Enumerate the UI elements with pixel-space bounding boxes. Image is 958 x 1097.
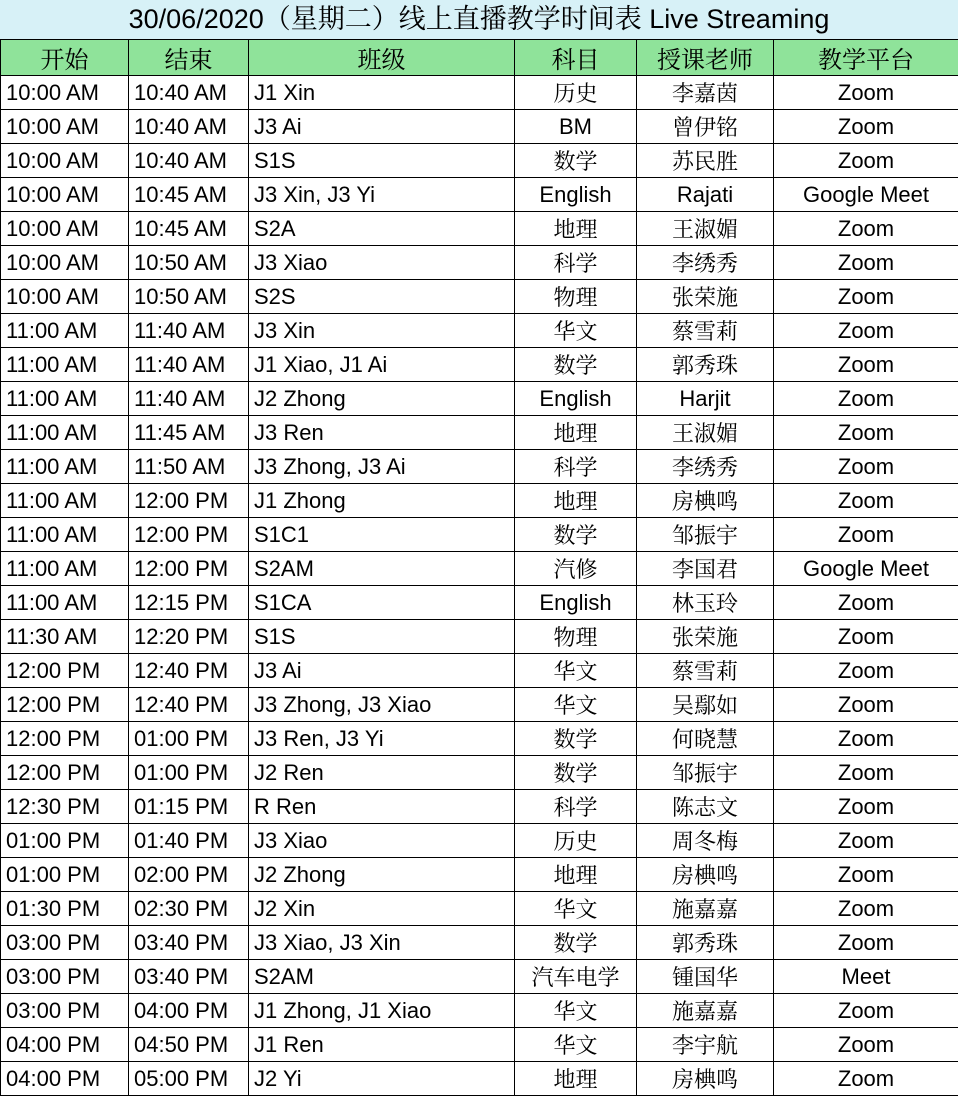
teacher-cell: 李国君 [637,552,774,586]
subject-cell: English [515,586,637,620]
end-time-cell: 11:50 AM [129,450,249,484]
col-header-platform: 教学平台 [774,40,958,76]
table-row [1,110,958,144]
teacher-cell: 房椣鸣 [637,484,774,518]
table-row [1,246,958,280]
subject-cell: 科学 [515,790,637,824]
platform-cell: Zoom [774,994,958,1028]
teacher-cell: 邹振宇 [637,518,774,552]
teacher-cell: 李绣秀 [637,450,774,484]
page-title: 30/06/2020（星期二）线上直播教学时间表 Live Streaming [0,0,958,39]
platform-cell: Zoom [774,790,958,824]
table-row [1,314,958,348]
teacher-cell: 李宇航 [637,1028,774,1062]
class-cell: S2AM [249,552,515,586]
header-row [1,40,958,76]
table-row [1,1062,958,1096]
class-cell: J2 Zhong [249,858,515,892]
subject-cell: 数学 [515,144,637,178]
class-cell: J3 Ai [249,654,515,688]
table-row [1,960,958,994]
class-cell: J3 Xiao, J3 Xin [249,926,515,960]
teacher-cell: 蔡雪莉 [637,654,774,688]
class-cell: J1 Zhong [249,484,515,518]
start-time-cell: 11:00 AM [1,552,129,586]
table-row [1,484,958,518]
start-time-cell: 11:00 AM [1,348,129,382]
start-time-cell: 10:00 AM [1,76,129,110]
platform-cell: Zoom [774,110,958,144]
class-cell: S2A [249,212,515,246]
subject-cell: English [515,178,637,212]
start-time-cell: 01:30 PM [1,892,129,926]
end-time-cell: 12:00 PM [129,518,249,552]
teacher-cell: 曾伊铭 [637,110,774,144]
class-cell: J3 Xiao [249,824,515,858]
teacher-cell: 陈志文 [637,790,774,824]
teacher-cell: 李嘉茵 [637,76,774,110]
table-body [1,76,958,1096]
class-cell: J3 Ren [249,416,515,450]
class-cell: J3 Xiao [249,246,515,280]
teacher-cell: 张荣施 [637,620,774,654]
teacher-cell: 施嘉嘉 [637,994,774,1028]
end-time-cell: 10:40 AM [129,144,249,178]
table-row [1,654,958,688]
end-time-cell: 10:45 AM [129,212,249,246]
platform-cell: Zoom [774,416,958,450]
start-time-cell: 11:00 AM [1,484,129,518]
subject-cell: 数学 [515,348,637,382]
table-row [1,790,958,824]
start-time-cell: 11:00 AM [1,314,129,348]
start-time-cell: 10:00 AM [1,212,129,246]
table-row [1,144,958,178]
class-cell: S1S [249,620,515,654]
class-cell: J3 Ren, J3 Yi [249,722,515,756]
table-row [1,926,958,960]
end-time-cell: 12:40 PM [129,688,249,722]
start-time-cell: 03:00 PM [1,926,129,960]
start-time-cell: 11:00 AM [1,382,129,416]
platform-cell: Zoom [774,1062,958,1096]
start-time-cell: 10:00 AM [1,246,129,280]
subject-cell: 历史 [515,76,637,110]
teacher-cell: 房椣鸣 [637,858,774,892]
start-time-cell: 10:00 AM [1,178,129,212]
class-cell: S1S [249,144,515,178]
table-row [1,586,958,620]
subject-cell: 华文 [515,892,637,926]
end-time-cell: 10:50 AM [129,280,249,314]
table-row [1,824,958,858]
teacher-cell: 房椣鸣 [637,1062,774,1096]
class-cell: J2 Ren [249,756,515,790]
platform-cell: Zoom [774,654,958,688]
end-time-cell: 12:40 PM [129,654,249,688]
start-time-cell: 12:30 PM [1,790,129,824]
platform-cell: Zoom [774,518,958,552]
end-time-cell: 11:45 AM [129,416,249,450]
start-time-cell: 11:30 AM [1,620,129,654]
teacher-cell: 周冬梅 [637,824,774,858]
col-header-class: 班级 [249,40,515,76]
start-time-cell: 10:00 AM [1,280,129,314]
subject-cell: English [515,382,637,416]
table-row [1,1028,958,1062]
class-cell: J3 Xin [249,314,515,348]
class-cell: J3 Xin, J3 Yi [249,178,515,212]
end-time-cell: 02:00 PM [129,858,249,892]
subject-cell: 华文 [515,1028,637,1062]
start-time-cell: 03:00 PM [1,960,129,994]
class-cell: R Ren [249,790,515,824]
start-time-cell: 11:00 AM [1,518,129,552]
start-time-cell: 12:00 PM [1,688,129,722]
teacher-cell: 张荣施 [637,280,774,314]
class-cell: J1 Zhong, J1 Xiao [249,994,515,1028]
start-time-cell: 12:00 PM [1,722,129,756]
table-row [1,994,958,1028]
subject-cell: 地理 [515,1062,637,1096]
table-row [1,722,958,756]
platform-cell: Zoom [774,348,958,382]
table-row [1,348,958,382]
subject-cell: 科学 [515,246,637,280]
class-cell: J2 Yi [249,1062,515,1096]
teacher-cell: 何晓慧 [637,722,774,756]
start-time-cell: 03:00 PM [1,994,129,1028]
platform-cell: Zoom [774,688,958,722]
teacher-cell: 郭秀珠 [637,348,774,382]
table-row [1,858,958,892]
table-row [1,76,958,110]
table-row [1,688,958,722]
teacher-cell: Harjit [637,382,774,416]
end-time-cell: 11:40 AM [129,314,249,348]
end-time-cell: 01:15 PM [129,790,249,824]
start-time-cell: 12:00 PM [1,756,129,790]
col-header-end: 结束 [129,40,249,76]
subject-cell: 数学 [515,756,637,790]
platform-cell: Zoom [774,620,958,654]
table-row [1,450,958,484]
col-header-teacher: 授课老师 [637,40,774,76]
subject-cell: 华文 [515,314,637,348]
start-time-cell: 10:00 AM [1,110,129,144]
class-cell: J2 Xin [249,892,515,926]
table-row [1,416,958,450]
start-time-cell: 04:00 PM [1,1062,129,1096]
subject-cell: 地理 [515,858,637,892]
end-time-cell: 12:15 PM [129,586,249,620]
table-row [1,552,958,586]
subject-cell: 汽修 [515,552,637,586]
start-time-cell: 04:00 PM [1,1028,129,1062]
class-cell: J3 Ai [249,110,515,144]
subject-cell: BM [515,110,637,144]
teacher-cell: 吴鄢如 [637,688,774,722]
start-time-cell: 12:00 PM [1,654,129,688]
platform-cell: Zoom [774,314,958,348]
teacher-cell: 锺国华 [637,960,774,994]
class-cell: J1 Xiao, J1 Ai [249,348,515,382]
platform-cell: Google Meet [774,178,958,212]
subject-cell: 地理 [515,484,637,518]
subject-cell: 科学 [515,450,637,484]
subject-cell: 物理 [515,620,637,654]
end-time-cell: 10:45 AM [129,178,249,212]
end-time-cell: 10:40 AM [129,76,249,110]
end-time-cell: 04:50 PM [129,1028,249,1062]
start-time-cell: 01:00 PM [1,858,129,892]
class-cell: S1C1 [249,518,515,552]
teacher-cell: 王淑媚 [637,416,774,450]
table-row [1,212,958,246]
platform-cell: Zoom [774,76,958,110]
platform-cell: Zoom [774,926,958,960]
platform-cell: Zoom [774,212,958,246]
subject-cell: 历史 [515,824,637,858]
subject-cell: 数学 [515,926,637,960]
subject-cell: 汽车电学 [515,960,637,994]
teacher-cell: 邹振宇 [637,756,774,790]
teacher-cell: 施嘉嘉 [637,892,774,926]
teacher-cell: 李绣秀 [637,246,774,280]
table-row [1,892,958,926]
col-header-start: 开始 [1,40,129,76]
end-time-cell: 10:50 AM [129,246,249,280]
teacher-cell: 林玉玲 [637,586,774,620]
platform-cell: Google Meet [774,552,958,586]
end-time-cell: 02:30 PM [129,892,249,926]
teacher-cell: 苏民胜 [637,144,774,178]
start-time-cell: 01:00 PM [1,824,129,858]
subject-cell: 数学 [515,722,637,756]
class-cell: J3 Zhong, J3 Xiao [249,688,515,722]
class-cell: J1 Xin [249,76,515,110]
end-time-cell: 01:00 PM [129,756,249,790]
start-time-cell: 11:00 AM [1,450,129,484]
col-header-subject: 科目 [515,40,637,76]
class-cell: J1 Ren [249,1028,515,1062]
class-cell: S2S [249,280,515,314]
schedule-table [0,39,958,1096]
platform-cell: Zoom [774,892,958,926]
platform-cell: Zoom [774,586,958,620]
teacher-cell: 王淑媚 [637,212,774,246]
platform-cell: Zoom [774,280,958,314]
end-time-cell: 11:40 AM [129,382,249,416]
subject-cell: 物理 [515,280,637,314]
end-time-cell: 03:40 PM [129,926,249,960]
subject-cell: 地理 [515,212,637,246]
class-cell: S1CA [249,586,515,620]
platform-cell: Zoom [774,858,958,892]
end-time-cell: 12:20 PM [129,620,249,654]
start-time-cell: 10:00 AM [1,144,129,178]
end-time-cell: 01:40 PM [129,824,249,858]
end-time-cell: 05:00 PM [129,1062,249,1096]
end-time-cell: 10:40 AM [129,110,249,144]
end-time-cell: 12:00 PM [129,552,249,586]
platform-cell: Zoom [774,246,958,280]
platform-cell: Meet [774,960,958,994]
platform-cell: Zoom [774,450,958,484]
subject-cell: 数学 [515,518,637,552]
platform-cell: Zoom [774,484,958,518]
class-cell: S2AM [249,960,515,994]
platform-cell: Zoom [774,144,958,178]
teacher-cell: Rajati [637,178,774,212]
table-row [1,178,958,212]
class-cell: J3 Zhong, J3 Ai [249,450,515,484]
table-row [1,518,958,552]
teacher-cell: 蔡雪莉 [637,314,774,348]
start-time-cell: 11:00 AM [1,416,129,450]
end-time-cell: 01:00 PM [129,722,249,756]
subject-cell: 华文 [515,654,637,688]
table-row [1,382,958,416]
end-time-cell: 04:00 PM [129,994,249,1028]
table-row [1,756,958,790]
platform-cell: Zoom [774,824,958,858]
platform-cell: Zoom [774,756,958,790]
start-time-cell: 11:00 AM [1,586,129,620]
end-time-cell: 03:40 PM [129,960,249,994]
table-row [1,280,958,314]
platform-cell: Zoom [774,1028,958,1062]
subject-cell: 华文 [515,688,637,722]
teacher-cell: 郭秀珠 [637,926,774,960]
platform-cell: Zoom [774,722,958,756]
subject-cell: 地理 [515,416,637,450]
table-row [1,620,958,654]
class-cell: J2 Zhong [249,382,515,416]
subject-cell: 华文 [515,994,637,1028]
end-time-cell: 12:00 PM [129,484,249,518]
platform-cell: Zoom [774,382,958,416]
end-time-cell: 11:40 AM [129,348,249,382]
